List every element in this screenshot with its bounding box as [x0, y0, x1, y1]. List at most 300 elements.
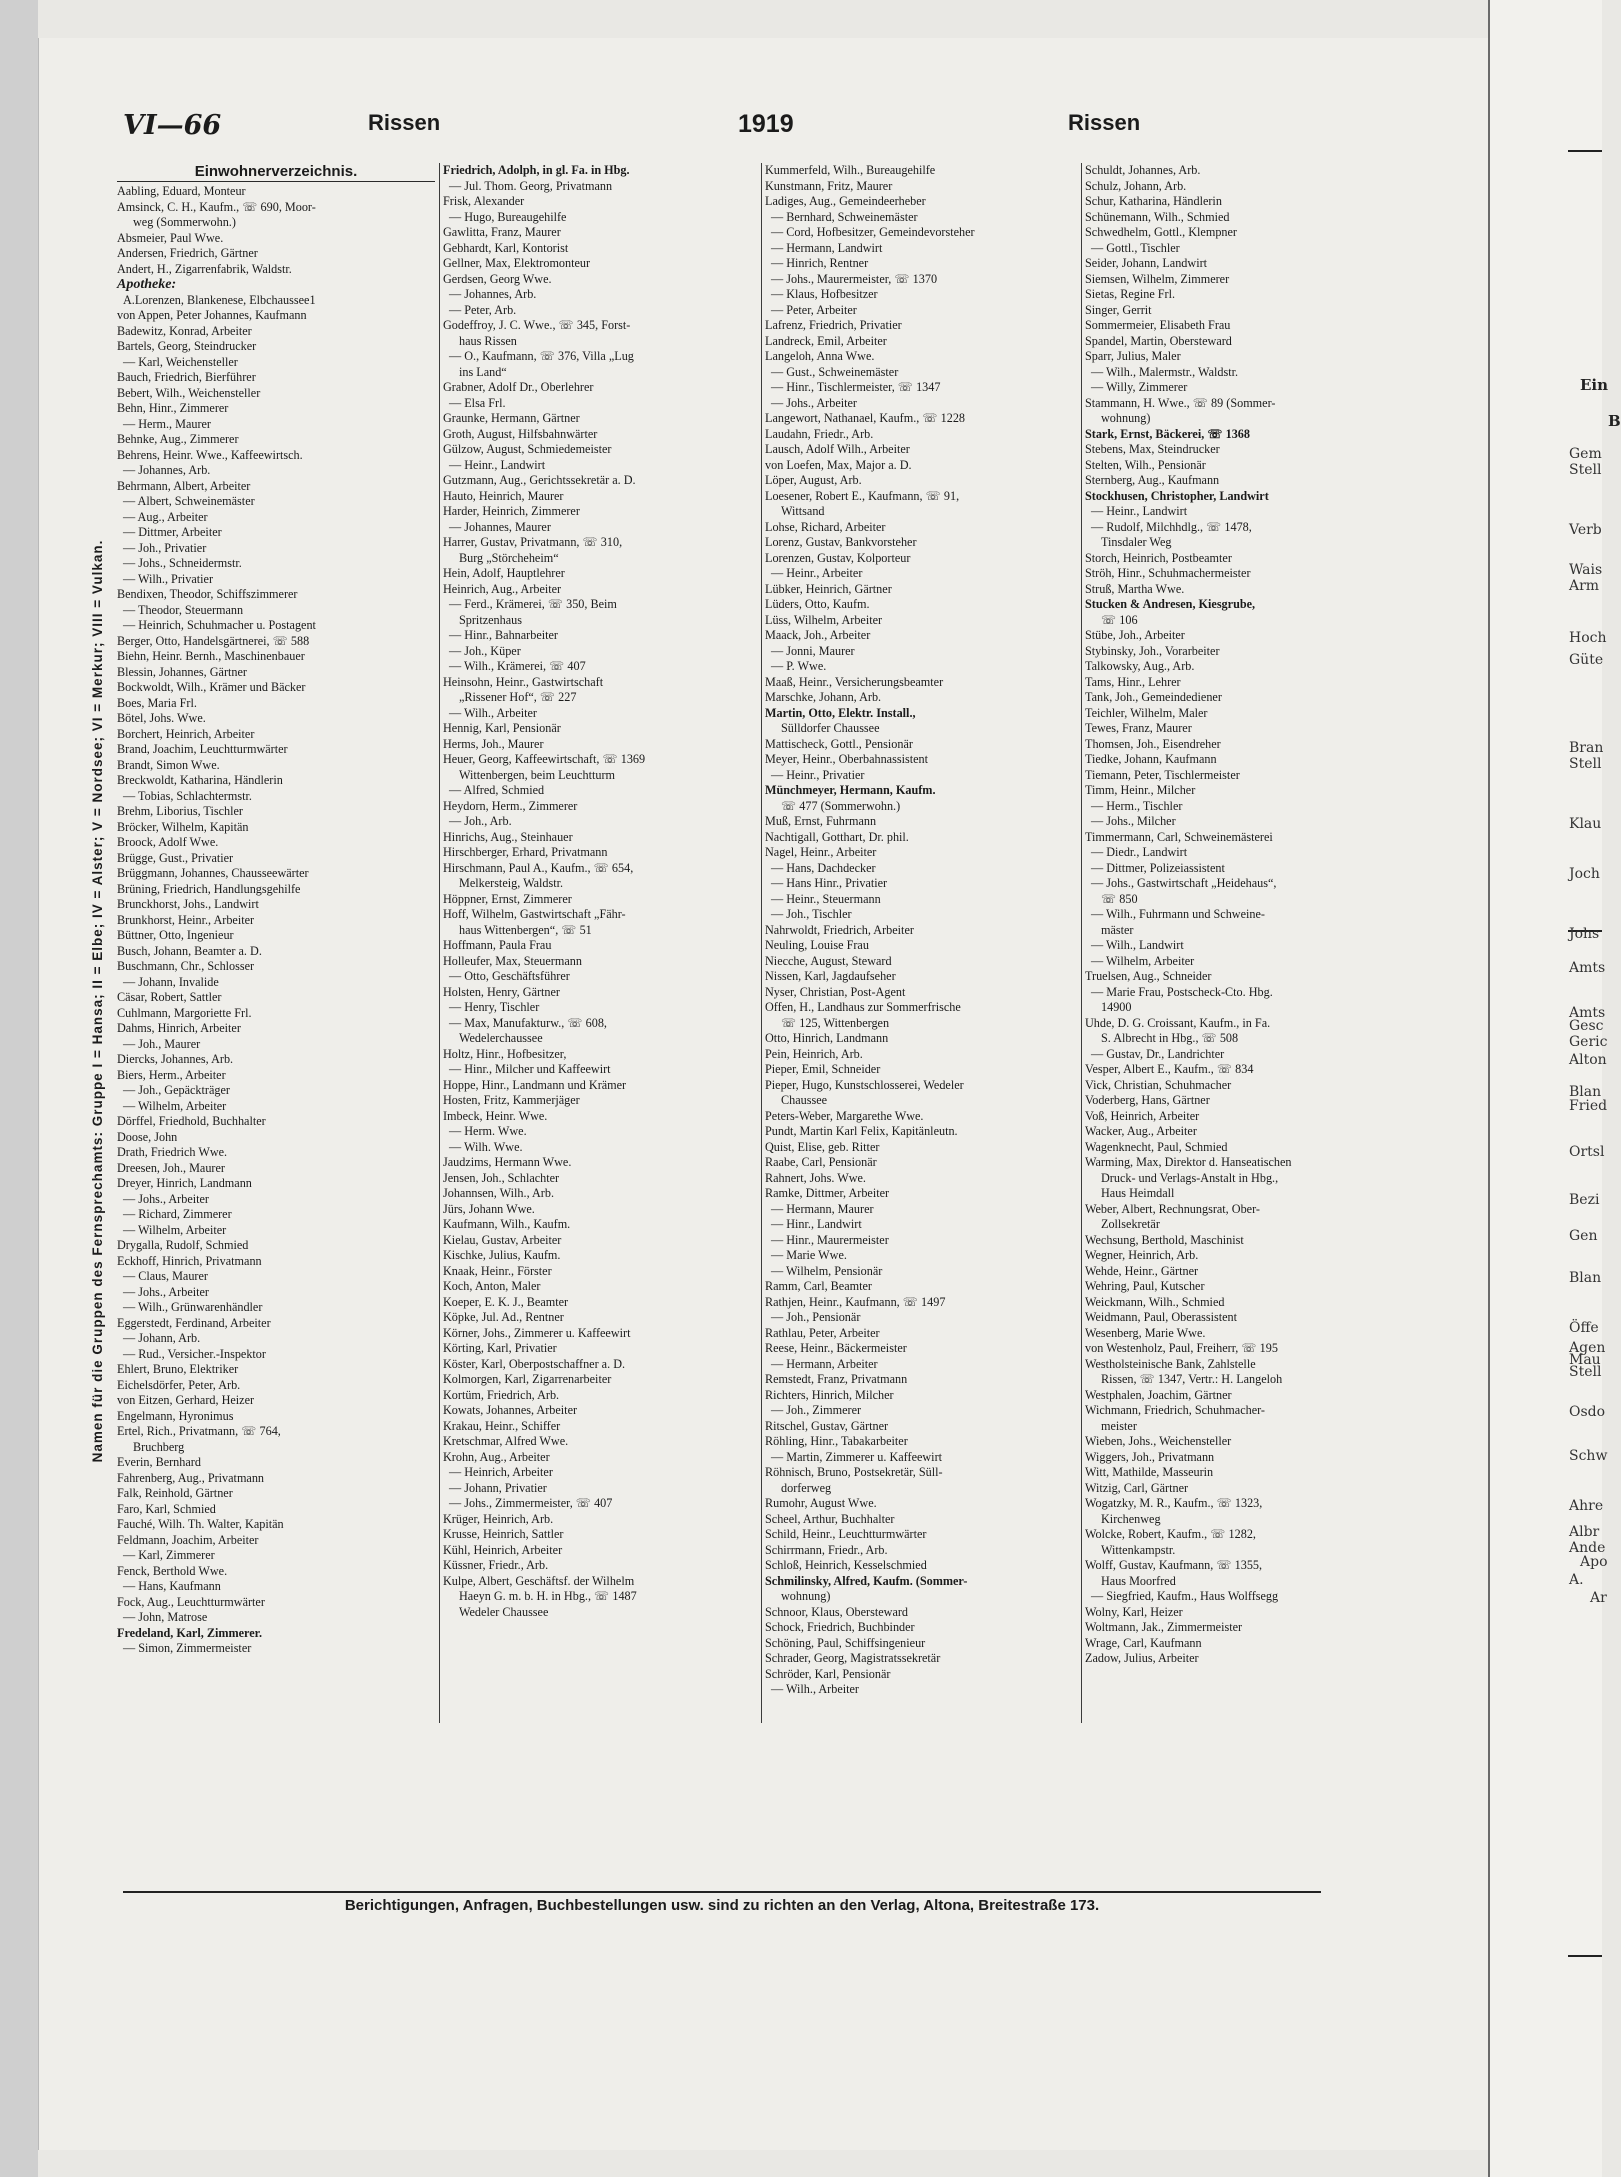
page-fragment-text: Gen — [1569, 1228, 1598, 1244]
directory-entry: Hirschmann, Paul A., Kaufm., ☏ 654, — [443, 860, 634, 875]
directory-entry: Schloß, Heinrich, Kesselschmied — [765, 1558, 927, 1572]
page-fragment-text: Verb — [1569, 522, 1602, 538]
directory-entry: Fock, Aug., Leuchtturmwärter — [117, 1594, 265, 1609]
directory-entry: Wacker, Aug., Arbeiter — [1085, 1124, 1197, 1138]
directory-entry: Wittenbergen, beim Leuchtturm — [459, 767, 615, 782]
directory-entry: Hirschberger, Erhard, Privatmann — [443, 845, 608, 859]
directory-entry: — Wilhelm, Pensionär — [771, 1263, 883, 1278]
directory-entry: Gülzow, August, Schmiedemeister — [443, 442, 612, 456]
directory-entry: Tams, Hinr., Lehrer — [1085, 674, 1181, 689]
directory-entry: Lausch, Adolf Wilh., Arbeiter — [765, 442, 910, 456]
column-2 — [439, 163, 761, 1723]
directory-entry: — Karl, Weichensteller — [123, 354, 238, 369]
directory-entry: Badewitz, Konrad, Arbeiter — [117, 323, 252, 338]
directory-entry: Dörffel, Friedhold, Buchhalter — [117, 1114, 266, 1128]
directory-entry: Schuldt, Johannes, Arb. — [1085, 163, 1201, 177]
directory-entry: — Wilh., Landwirt — [1091, 938, 1184, 952]
column-1 — [117, 163, 435, 1723]
publisher-footer: Berichtigungen, Anfragen, Buchbestellungen usw. sind zu richten an den Verlag, Altona, Breitestraße 173. — [123, 1891, 1321, 1914]
directory-entry: Borchert, Heinrich, Arbeiter — [117, 726, 255, 741]
directory-entry: ☏ 106 — [1101, 612, 1138, 627]
page-fragment-text: Ein — [1580, 376, 1609, 394]
directory-entry: Körting, Karl, Privatier — [443, 1341, 557, 1355]
directory-entry: Friedrich, Adolph, in gl. Fa. in Hbg. — [443, 163, 630, 177]
page-number: VI—66 — [123, 110, 222, 141]
directory-entry: — Simon, Zimmermeister — [123, 1641, 252, 1655]
directory-entry: — Hinr., Maurermeister — [771, 1232, 889, 1247]
directory-entry: Schulz, Johann, Arb. — [1085, 178, 1187, 193]
directory-entry: — Claus, Maurer — [123, 1269, 208, 1283]
directory-entry: — Wilhelm, Arbeiter — [123, 1222, 227, 1237]
directory-entry: — Wilh., Arbeiter — [449, 705, 537, 720]
directory-entry: Rathjen, Heinr., Kaufmann, ☏ 1497 — [765, 1294, 946, 1309]
directory-entry: — P. Wwe. — [771, 659, 827, 673]
directory-entry: Voderberg, Hans, Gärtner — [1085, 1093, 1210, 1107]
entry-list — [117, 184, 435, 1657]
directory-entry: Wedeler Chaussee — [459, 1604, 549, 1619]
directory-entry: Münchmeyer, Hermann, Kaufm. — [765, 783, 936, 797]
directory-entry: Teichler, Wilhelm, Maler — [1085, 705, 1208, 720]
directory-entry: — Joh., Gepäckträger — [123, 1083, 230, 1097]
directory-entry: ☏ 477 (Sommerwohn.) — [781, 798, 901, 813]
directory-entry: Truelsen, Aug., Schneider — [1085, 969, 1212, 983]
directory-entry: Stelten, Wilh., Pensionär — [1085, 457, 1206, 472]
directory-entry: — Richard, Zimmerer — [123, 1207, 232, 1221]
directory-entry: — Johannes, Arb. — [123, 463, 211, 477]
directory-entry: Rumohr, August Wwe. — [765, 1496, 877, 1510]
directory-entry: — Wilh., Malermstr., Waldstr. — [1091, 364, 1239, 379]
directory-entry: Kortüm, Friedrich, Arb. — [443, 1387, 560, 1402]
directory-entry: Tinsdaler Weg — [1101, 535, 1172, 549]
directory-entry: Röhling, Hinr., Tabakarbeiter — [765, 1434, 908, 1448]
directory-entry: Schirrmann, Friedr., Arb. — [765, 1542, 888, 1557]
directory-entry: — John, Matrose — [123, 1610, 208, 1624]
directory-entry: weg (Sommerwohn.) — [133, 215, 236, 229]
directory-entry: — Theodor, Steuermann — [123, 602, 244, 617]
directory-entry: Nahrwoldt, Friedrich, Arbeiter — [765, 922, 914, 937]
directory-entry: — Gottl., Tischler — [1091, 240, 1180, 255]
directory-entry: Wedelerchaussee — [459, 1031, 543, 1045]
directory-entry: Quist, Elise, geb. Ritter — [765, 1139, 880, 1154]
directory-entry: — Henry, Tischler — [449, 1000, 540, 1014]
directory-entry: Gerdsen, Georg Wwe. — [443, 271, 552, 286]
directory-entry: ☏ 125, Wittenbergen — [781, 1015, 890, 1030]
directory-entry: Storch, Heinrich, Postbeamter — [1085, 550, 1232, 565]
directory-entry: — Wilhelm, Arbeiter — [1091, 953, 1195, 968]
directory-entry: Ströh, Hinr., Schuhmachermeister — [1085, 566, 1251, 580]
directory-entry: Haeyn G. m. b. H. in Hbg., ☏ 1487 — [459, 1589, 637, 1603]
directory-entry: — Hans, Kaufmann — [123, 1579, 221, 1593]
directory-entry: Imbeck, Heinr. Wwe. — [443, 1108, 548, 1123]
directory-entry: haus Wittenbergen“, ☏ 51 — [459, 922, 592, 937]
directory-entry: Maaß, Heinr., Versicherungsbeamter — [765, 674, 944, 689]
page-fragment-text: Amts — [1569, 1005, 1606, 1021]
directory-entry: Chaussee — [781, 1093, 828, 1107]
directory-entry: ☏ 850 — [1101, 891, 1138, 906]
directory-entry: Burg „Störcheheim“ — [459, 550, 559, 565]
column-4 — [1081, 163, 1397, 1723]
directory-entry: Struß, Martha Wwe. — [1085, 581, 1185, 596]
directory-entry: Seider, Johann, Landwirt — [1085, 256, 1208, 270]
directory-entry: — Hinrich, Rentner — [771, 256, 869, 270]
directory-entry: Fredeland, Karl, Zimmerer. — [117, 1625, 262, 1640]
directory-entry: — Wilhelm, Arbeiter — [123, 1098, 227, 1113]
page-fragment-text: Arm — [1569, 578, 1600, 594]
page-fragment-text: Klau — [1569, 816, 1602, 832]
directory-entry: Lohse, Richard, Arbeiter — [765, 519, 886, 534]
page-fragment-text: Gesc — [1569, 1018, 1604, 1034]
directory-entry: Krüger, Heinrich, Arb. — [443, 1511, 554, 1526]
directory-entry: wohnung) — [781, 1589, 831, 1603]
directory-entry: Groth, August, Hilfsbahnwärter — [443, 426, 598, 441]
page-fragment-text: Ahre — [1569, 1498, 1604, 1514]
directory-entry: — Joh., Privatier — [123, 540, 207, 555]
directory-entry: Krakau, Heinr., Schiffer — [443, 1418, 561, 1433]
directory-entry: — Alfred, Schmied — [449, 783, 545, 797]
directory-entry: Richters, Hinrich, Milcher — [765, 1387, 894, 1402]
directory-entry: Witt, Mathilde, Masseurin — [1085, 1465, 1214, 1479]
directory-entry: Wesenberg, Marie Wwe. — [1085, 1325, 1206, 1340]
directory-entry: Everin, Bernhard — [117, 1455, 201, 1469]
directory-entry: Biehn, Heinr. Bernh., Maschinenbauer — [117, 649, 305, 663]
directory-entry: Wichmann, Friedrich, Schuhmacher- — [1085, 1403, 1265, 1417]
directory-entry: Holsten, Henry, Gärtner — [443, 984, 560, 999]
directory-entry: Heuer, Georg, Kaffeewirtschaft, ☏ 1369 — [443, 752, 646, 766]
directory-entry: Kaufmann, Wilh., Kaufm. — [443, 1217, 571, 1231]
page-fragment-text: Ortsl — [1569, 1144, 1605, 1160]
directory-entry: Kulpe, Albert, Geschäftsf. der Wilhelm — [443, 1573, 635, 1588]
directory-entry: Ertel, Rich., Privatmann, ☏ 764, — [117, 1424, 281, 1438]
directory-entry: Harder, Heinrich, Zimmerer — [443, 504, 580, 518]
directory-entry: Brand, Joachim, Leuchtturmwärter — [117, 742, 288, 756]
directory-entry: Brandt, Simon Wwe. — [117, 757, 220, 772]
header-year: 1919 — [738, 110, 794, 138]
directory-entry: Heinsohn, Heinr., Gastwirtschaft — [443, 674, 604, 689]
directory-entry: — Aug., Arbeiter — [123, 509, 208, 524]
directory-entry: — Cord, Hofbesitzer, Gemeindevorsteher — [771, 225, 975, 239]
directory-entry: Wehring, Paul, Kutscher — [1085, 1279, 1205, 1293]
directory-entry: von Appen, Peter Johannes, Kaufmann — [117, 308, 307, 322]
directory-entry: meister — [1101, 1418, 1137, 1433]
directory-entry: Höppner, Ernst, Zimmerer — [443, 891, 572, 906]
directory-entry: Pieper, Hugo, Kunstschlosserei, Wedeler — [765, 1077, 964, 1092]
directory-entry: — Gustav, Dr., Landrichter — [1091, 1046, 1225, 1061]
telephone-groups-note: Namen für die Gruppen des Fernsprechamts: Gruppe I = Hansa; II = Elbe; IV = Alster; V = Nordsee; VI = Merkur; VIII = Vulkan. — [90, 539, 105, 1463]
directory-entry: Wittsand — [781, 504, 825, 518]
directory-entry: von Loefen, Max, Major a. D. — [765, 457, 912, 472]
page-fragment-text: Johs — [1569, 926, 1600, 942]
directory-entry: Cäsar, Robert, Sattler — [117, 990, 222, 1004]
directory-entry: Heydorn, Herm., Zimmerer — [443, 798, 578, 813]
page-fragment-text: Hoch — [1569, 630, 1607, 646]
directory-entry: Bröcker, Wilhelm, Kapitän — [117, 819, 249, 834]
directory-entry: Behrens, Heinr. Wwe., Kaffeewirtsch. — [117, 447, 303, 462]
directory-entry: Maack, Joh., Arbeiter — [765, 628, 871, 642]
directory-entry: Stockhusen, Christopher, Landwirt — [1085, 488, 1269, 503]
directory-entry: Bockwoldt, Wilh., Krämer und Bäcker — [117, 680, 306, 694]
directory-entry: — Hermann, Arbeiter — [771, 1356, 878, 1371]
directory-entry: — Johann, Arb. — [123, 1331, 201, 1345]
directory-entry: Wogatzky, M. R., Kaufm., ☏ 1323, — [1085, 1496, 1263, 1510]
directory-entry: — Johs., Arbeiter — [771, 395, 857, 410]
directory-entry: — Hermann, Landwirt — [771, 240, 883, 255]
directory-entry: — Jul. Thom. Georg, Privatmann — [449, 178, 613, 193]
directory-entry: Hein, Adolf, Hauptlehrer — [443, 566, 565, 580]
directory-entry: Martin, Otto, Elektr. Install., — [765, 705, 916, 720]
directory-entry: Fauché, Wilh. Th. Walter, Kapitän — [117, 1517, 284, 1531]
directory-entry: — Herm., Maurer — [123, 416, 211, 431]
directory-entry: — Wilh., Grünwarenhändler — [123, 1300, 263, 1314]
directory-entry: Loesener, Robert E., Kaufmann, ☏ 91, — [765, 488, 960, 503]
header-place-left: Rissen — [368, 110, 441, 135]
directory-entry: Biers, Herm., Arbeiter — [117, 1067, 226, 1082]
directory-entry: Eckhoff, Hinrich, Privatmann — [117, 1253, 262, 1268]
directory-entry: — Johs., Milcher — [1091, 814, 1176, 828]
directory-entry: Frisk, Alexander — [443, 194, 525, 208]
page-fragment-text: A. — [1569, 1572, 1584, 1588]
directory-entry: Marschke, Johann, Arb. — [765, 690, 882, 704]
directory-entry: Pieper, Emil, Schneider — [765, 1062, 881, 1076]
directory-entry: Schwedhelm, Gottl., Klempner — [1085, 225, 1237, 239]
directory-entry: Schock, Friedrich, Buchbinder — [765, 1620, 915, 1634]
directory-entry: Westholsteinische Bank, Zahlstelle — [1085, 1356, 1256, 1371]
directory-entry: Singer, Gerrit — [1085, 302, 1152, 317]
page-fragment-text: Ar — [1590, 1590, 1607, 1606]
directory-entry: Köster, Karl, Oberpostschaffner a. D. — [443, 1356, 626, 1371]
directory-entry: Bartels, Georg, Steindrucker — [117, 339, 257, 353]
directory-entry: Siemsen, Wilhelm, Zimmerer — [1085, 271, 1230, 286]
directory-entry: mäster — [1101, 922, 1134, 937]
directory-entry: Godeffroy, J. C. Wwe., ☏ 345, Forst- — [443, 318, 631, 332]
directory-entry: Löper, August, Arb. — [765, 473, 862, 487]
directory-entry: Lafrenz, Friedrich, Privatier — [765, 318, 902, 332]
scan-edge — [0, 0, 38, 2177]
section-heading: Einwohnerverzeichnis. — [117, 163, 435, 182]
directory-entry: Faro, Karl, Schmied — [117, 1501, 216, 1516]
page-fragment-text: Agen — [1569, 1340, 1606, 1356]
directory-entry: Tiemann, Peter, Tischlermeister — [1085, 767, 1240, 782]
directory-entry: Koeper, E. K. J., Beamter — [443, 1294, 569, 1309]
page-fragment-text: Stell — [1569, 1364, 1602, 1380]
directory-entry: Ehlert, Bruno, Elektriker — [117, 1362, 239, 1376]
directory-entry: — Rudolf, Milchhdlg., ☏ 1478, — [1091, 519, 1252, 534]
directory-entry: Mattischeck, Gottl., Pensionär — [765, 736, 913, 751]
directory-entry: Jensen, Joh., Schlachter — [443, 1170, 560, 1185]
directory-entry: Zadow, Julius, Arbeiter — [1085, 1651, 1199, 1665]
directory-entry: Breckwoldt, Katharina, Händlerin — [117, 773, 283, 787]
directory-entry: Schur, Katharina, Händlerin — [1085, 194, 1222, 208]
directory-entry: — Rud., Versicher.-Inspektor — [123, 1346, 266, 1361]
directory-entry: — Ferd., Krämerei, ☏ 350, Beim — [449, 597, 617, 611]
directory-entry: Feldmann, Joachim, Arbeiter — [117, 1532, 259, 1547]
directory-entry: Krusse, Heinrich, Sattler — [443, 1527, 564, 1541]
directory-entry: Büttner, Otto, Ingenieur — [117, 928, 234, 942]
directory-entry: Druck- und Verlags-Anstalt in Hbg., — [1101, 1170, 1279, 1185]
page-fragment-text: Wais — [1569, 562, 1603, 578]
page-fragment-text: Geric — [1569, 1034, 1608, 1050]
directory-entry: Lorenzen, Gustav, Kolporteur — [765, 550, 911, 565]
page-fragment-text: Schw — [1569, 1448, 1608, 1464]
directory-entry: Wolcke, Robert, Kaufm., ☏ 1282, — [1085, 1527, 1256, 1541]
directory-entry: Andert, H., Zigarrenfabrik, Waldstr. — [117, 261, 292, 276]
directory-entry: — Willy, Zimmerer — [1091, 380, 1188, 394]
directory-entry: Sternberg, Aug., Kaufmann — [1085, 473, 1220, 487]
directory-entry: Zollsekretär — [1101, 1217, 1160, 1231]
directory-entry: — Heinr., Arbeiter — [771, 566, 863, 580]
directory-entry: Pein, Heinrich, Arb. — [765, 1046, 863, 1061]
directory-entry: Raabe, Carl, Pensionär — [765, 1155, 877, 1169]
page-fragment-text: Ande — [1569, 1540, 1606, 1556]
directory-entry: Lorenz, Gustav, Bankvorsteher — [765, 535, 917, 549]
directory-entry: Vick, Christian, Schuhmacher — [1085, 1077, 1232, 1092]
page-fragment-text: Blan — [1569, 1270, 1602, 1286]
directory-entry: — Elsa Frl. — [449, 395, 506, 410]
directory-entry: Brehm, Liborius, Tischler — [117, 804, 243, 818]
directory-entry: Langewort, Nathanael, Kaufm., ☏ 1228 — [765, 411, 966, 425]
directory-entry: Wehde, Heinr., Gärtner — [1085, 1263, 1199, 1278]
directory-entry: — Johs., Arbeiter — [123, 1284, 209, 1299]
directory-entry: Wrage, Carl, Kaufmann — [1085, 1635, 1202, 1650]
directory-entry: Scheel, Arthur, Buchhalter — [765, 1511, 895, 1526]
directory-entry: Wagenknecht, Paul, Schmied — [1085, 1139, 1228, 1154]
directory-entry: — Diedr., Landwirt — [1091, 845, 1188, 859]
directory-entry: Sietas, Regine Frl. — [1085, 287, 1176, 301]
directory-entry: Holleufer, Max, Steuermann — [443, 953, 582, 968]
directory-entry: Kunstmann, Fritz, Maurer — [765, 178, 893, 193]
directory-entry: Sülldorfer Chaussee — [781, 721, 880, 735]
directory-entry: Engelmann, Hyronimus — [117, 1408, 234, 1423]
directory-entry: — Johs., Gastwirtschaft „Heidehaus“, — [1091, 876, 1277, 890]
directory-entry: von Westenholz, Paul, Freiherr, ☏ 195 — [1085, 1341, 1278, 1355]
directory-entry: Niecche, August, Steward — [765, 953, 892, 968]
directory-entry: Harrer, Gustav, Privatmann, ☏ 310, — [443, 535, 623, 549]
entry-list — [443, 163, 761, 1620]
page-fragment-text: Bran — [1569, 740, 1604, 756]
directory-entry: Ramke, Dittmer, Arbeiter — [765, 1186, 890, 1200]
directory-entry: — Johs., Maurermeister, ☏ 1370 — [771, 271, 938, 286]
directory-entry: — Heinr., Landwirt — [1091, 504, 1188, 518]
directory-entry: Melkersteig, Waldstr. — [459, 876, 564, 890]
directory-entry: Hennig, Karl, Pensionär — [443, 721, 561, 735]
rule — [1568, 150, 1602, 152]
directory-entry: Blessin, Johannes, Gärtner — [117, 664, 247, 679]
directory-entry: — Heinr., Privatier — [771, 767, 865, 782]
directory-entry: Broock, Adolf Wwe. — [117, 835, 219, 849]
directory-entry: — Dittmer, Arbeiter — [123, 525, 222, 539]
directory-entry: Kühl, Heinrich, Arbeiter — [443, 1542, 563, 1557]
directory-entry: Stübe, Joh., Arbeiter — [1085, 628, 1185, 642]
directory-entry: Brüggmann, Johannes, Chausseewärter — [117, 866, 309, 880]
directory-entry: ins Land“ — [459, 364, 507, 379]
page-fragment-text: Mau — [1569, 1352, 1601, 1368]
directory-entry: Graunke, Hermann, Gärtner — [443, 411, 580, 425]
page-fragment-text: Albr — [1569, 1524, 1600, 1540]
directory-entry: Wieben, Johs., Weichensteller — [1085, 1434, 1232, 1448]
page-fragment-text: Stell — [1569, 462, 1602, 478]
directory-entry: Kielau, Gustav, Arbeiter — [443, 1232, 562, 1247]
directory-entry: Laudahn, Friedr., Arb. — [765, 426, 874, 441]
directory-entry: Ritschel, Gustav, Gärtner — [765, 1418, 889, 1433]
directory-entry: Bauch, Friedrich, Bierführer — [117, 370, 256, 384]
directory-entry: Dreesen, Joh., Maurer — [117, 1160, 225, 1175]
directory-entry: Timm, Heinr., Milcher — [1085, 783, 1196, 797]
directory-entry: — Hinr., Bahnarbeiter — [449, 628, 558, 642]
directory-entry: Otto, Hinrich, Landmann — [765, 1031, 889, 1045]
directory-entry: Schröder, Karl, Pensionär — [765, 1666, 891, 1681]
directory-entry: — Heinr., Landwirt — [449, 457, 546, 472]
directory-entry: Pundt, Martin Karl Felix, Kapitänleutn. — [765, 1124, 958, 1138]
directory-entry: — Wilh., Krämerei, ☏ 407 — [449, 659, 586, 673]
directory-entry: S. Albrecht in Hbg., ☏ 508 — [1101, 1031, 1239, 1045]
directory-entry: — Dittmer, Polizeiassistent — [1091, 860, 1225, 875]
directory-entry: — Marie Frau, Postscheck-Cto. Hbg. — [1091, 984, 1273, 999]
directory-entry: — Martin, Zimmerer u. Kaffeewirt — [771, 1449, 943, 1464]
directory-entry: Behrmann, Albert, Arbeiter — [117, 478, 251, 493]
directory-entry: Behnke, Aug., Zimmerer — [117, 432, 239, 446]
directory-entry: Busch, Johann, Beamter a. D. — [117, 943, 262, 958]
directory-entry: Sparr, Julius, Maler — [1085, 349, 1181, 363]
directory-columns — [117, 163, 1397, 1723]
directory-entry: „Rissener Hof“, ☏ 227 — [459, 690, 577, 704]
directory-entry: — Max, Manufakturw., ☏ 608, — [449, 1015, 607, 1030]
directory-entry: Warming, Max, Direktor d. Hanseatischen — [1085, 1155, 1292, 1169]
directory-entry: Wittenkampstr. — [1101, 1542, 1176, 1557]
directory-entry: — Karl, Zimmerer — [123, 1548, 215, 1562]
directory-entry: Dahms, Hinrich, Arbeiter — [117, 1021, 241, 1035]
directory-entry: — Johs., Zimmermeister, ☏ 407 — [449, 1496, 613, 1510]
adjacent-page-fragment — [1488, 0, 1621, 2177]
directory-entry: Tewes, Franz, Maurer — [1085, 721, 1192, 735]
directory-entry: Weber, Albert, Rechnungsrat, Ober- — [1085, 1201, 1260, 1216]
directory-entry: — O., Kaufmann, ☏ 376, Villa „Lug — [449, 349, 634, 363]
directory-entry: — Hinr., Tischlermeister, ☏ 1347 — [771, 380, 941, 394]
directory-entry: Hinrichs, Aug., Steinhauer — [443, 829, 573, 844]
directory-entry: Landreck, Emil, Arbeiter — [765, 333, 887, 348]
page-fragment-text: Osdo — [1569, 1404, 1606, 1420]
directory-entry: Langeloh, Anna Wwe. — [765, 349, 875, 363]
page-fragment-text: Stell — [1569, 756, 1602, 772]
directory-entry: Timmermann, Carl, Schweinemästerei — [1085, 829, 1273, 844]
directory-entry: Röhnisch, Bruno, Postsekretär, Süll- — [765, 1465, 943, 1479]
directory-entry: Meyer, Heinr., Oberbahnassistent — [765, 752, 928, 766]
directory-entry: wohnung) — [1101, 411, 1151, 425]
directory-entry: — Joh., Maurer — [123, 1036, 201, 1051]
directory-entry: Nagel, Heinr., Arbeiter — [765, 845, 877, 859]
directory-entry: Andersen, Friedrich, Gärtner — [117, 246, 258, 260]
directory-entry: — Johann, Invalide — [123, 974, 219, 989]
directory-entry: Fahrenberg, Aug., Privatmann — [117, 1470, 265, 1485]
directory-entry: Drath, Friedrich Wwe. — [117, 1145, 228, 1159]
directory-entry: Muß, Ernst, Fuhrmann — [765, 814, 877, 828]
directory-entry: Herms, Joh., Maurer — [443, 736, 544, 751]
directory-entry: Bruchberg — [133, 1439, 185, 1454]
directory-entry: Kowats, Johannes, Arbeiter — [443, 1403, 578, 1417]
directory-entry: Hoff, Wilhelm, Gastwirtschaft „Fähr- — [443, 907, 626, 921]
directory-entry: — Hinr., Milcher und Kaffeewirt — [449, 1062, 611, 1076]
directory-entry: Heinrich, Aug., Arbeiter — [443, 581, 562, 596]
directory-entry: — Johannes, Maurer — [449, 519, 551, 534]
directory-entry: — Wilh., Privatier — [123, 571, 214, 586]
running-header — [123, 110, 1403, 150]
directory-entry: Bebert, Wilh., Weichensteller — [117, 385, 261, 400]
directory-entry: Wolff, Gustav, Kaufmann, ☏ 1355, — [1085, 1558, 1263, 1572]
directory-entry: — Hermann, Maurer — [771, 1201, 874, 1216]
directory-entry: — Johs., Arbeiter — [123, 1191, 209, 1206]
directory-entry: Wolny, Karl, Heizer — [1085, 1604, 1183, 1619]
directory-entry: — Albert, Schweinemäster — [123, 494, 255, 508]
page-fragment-text: Amts — [1569, 960, 1606, 976]
page-fragment-text: Alton — [1569, 1052, 1607, 1068]
